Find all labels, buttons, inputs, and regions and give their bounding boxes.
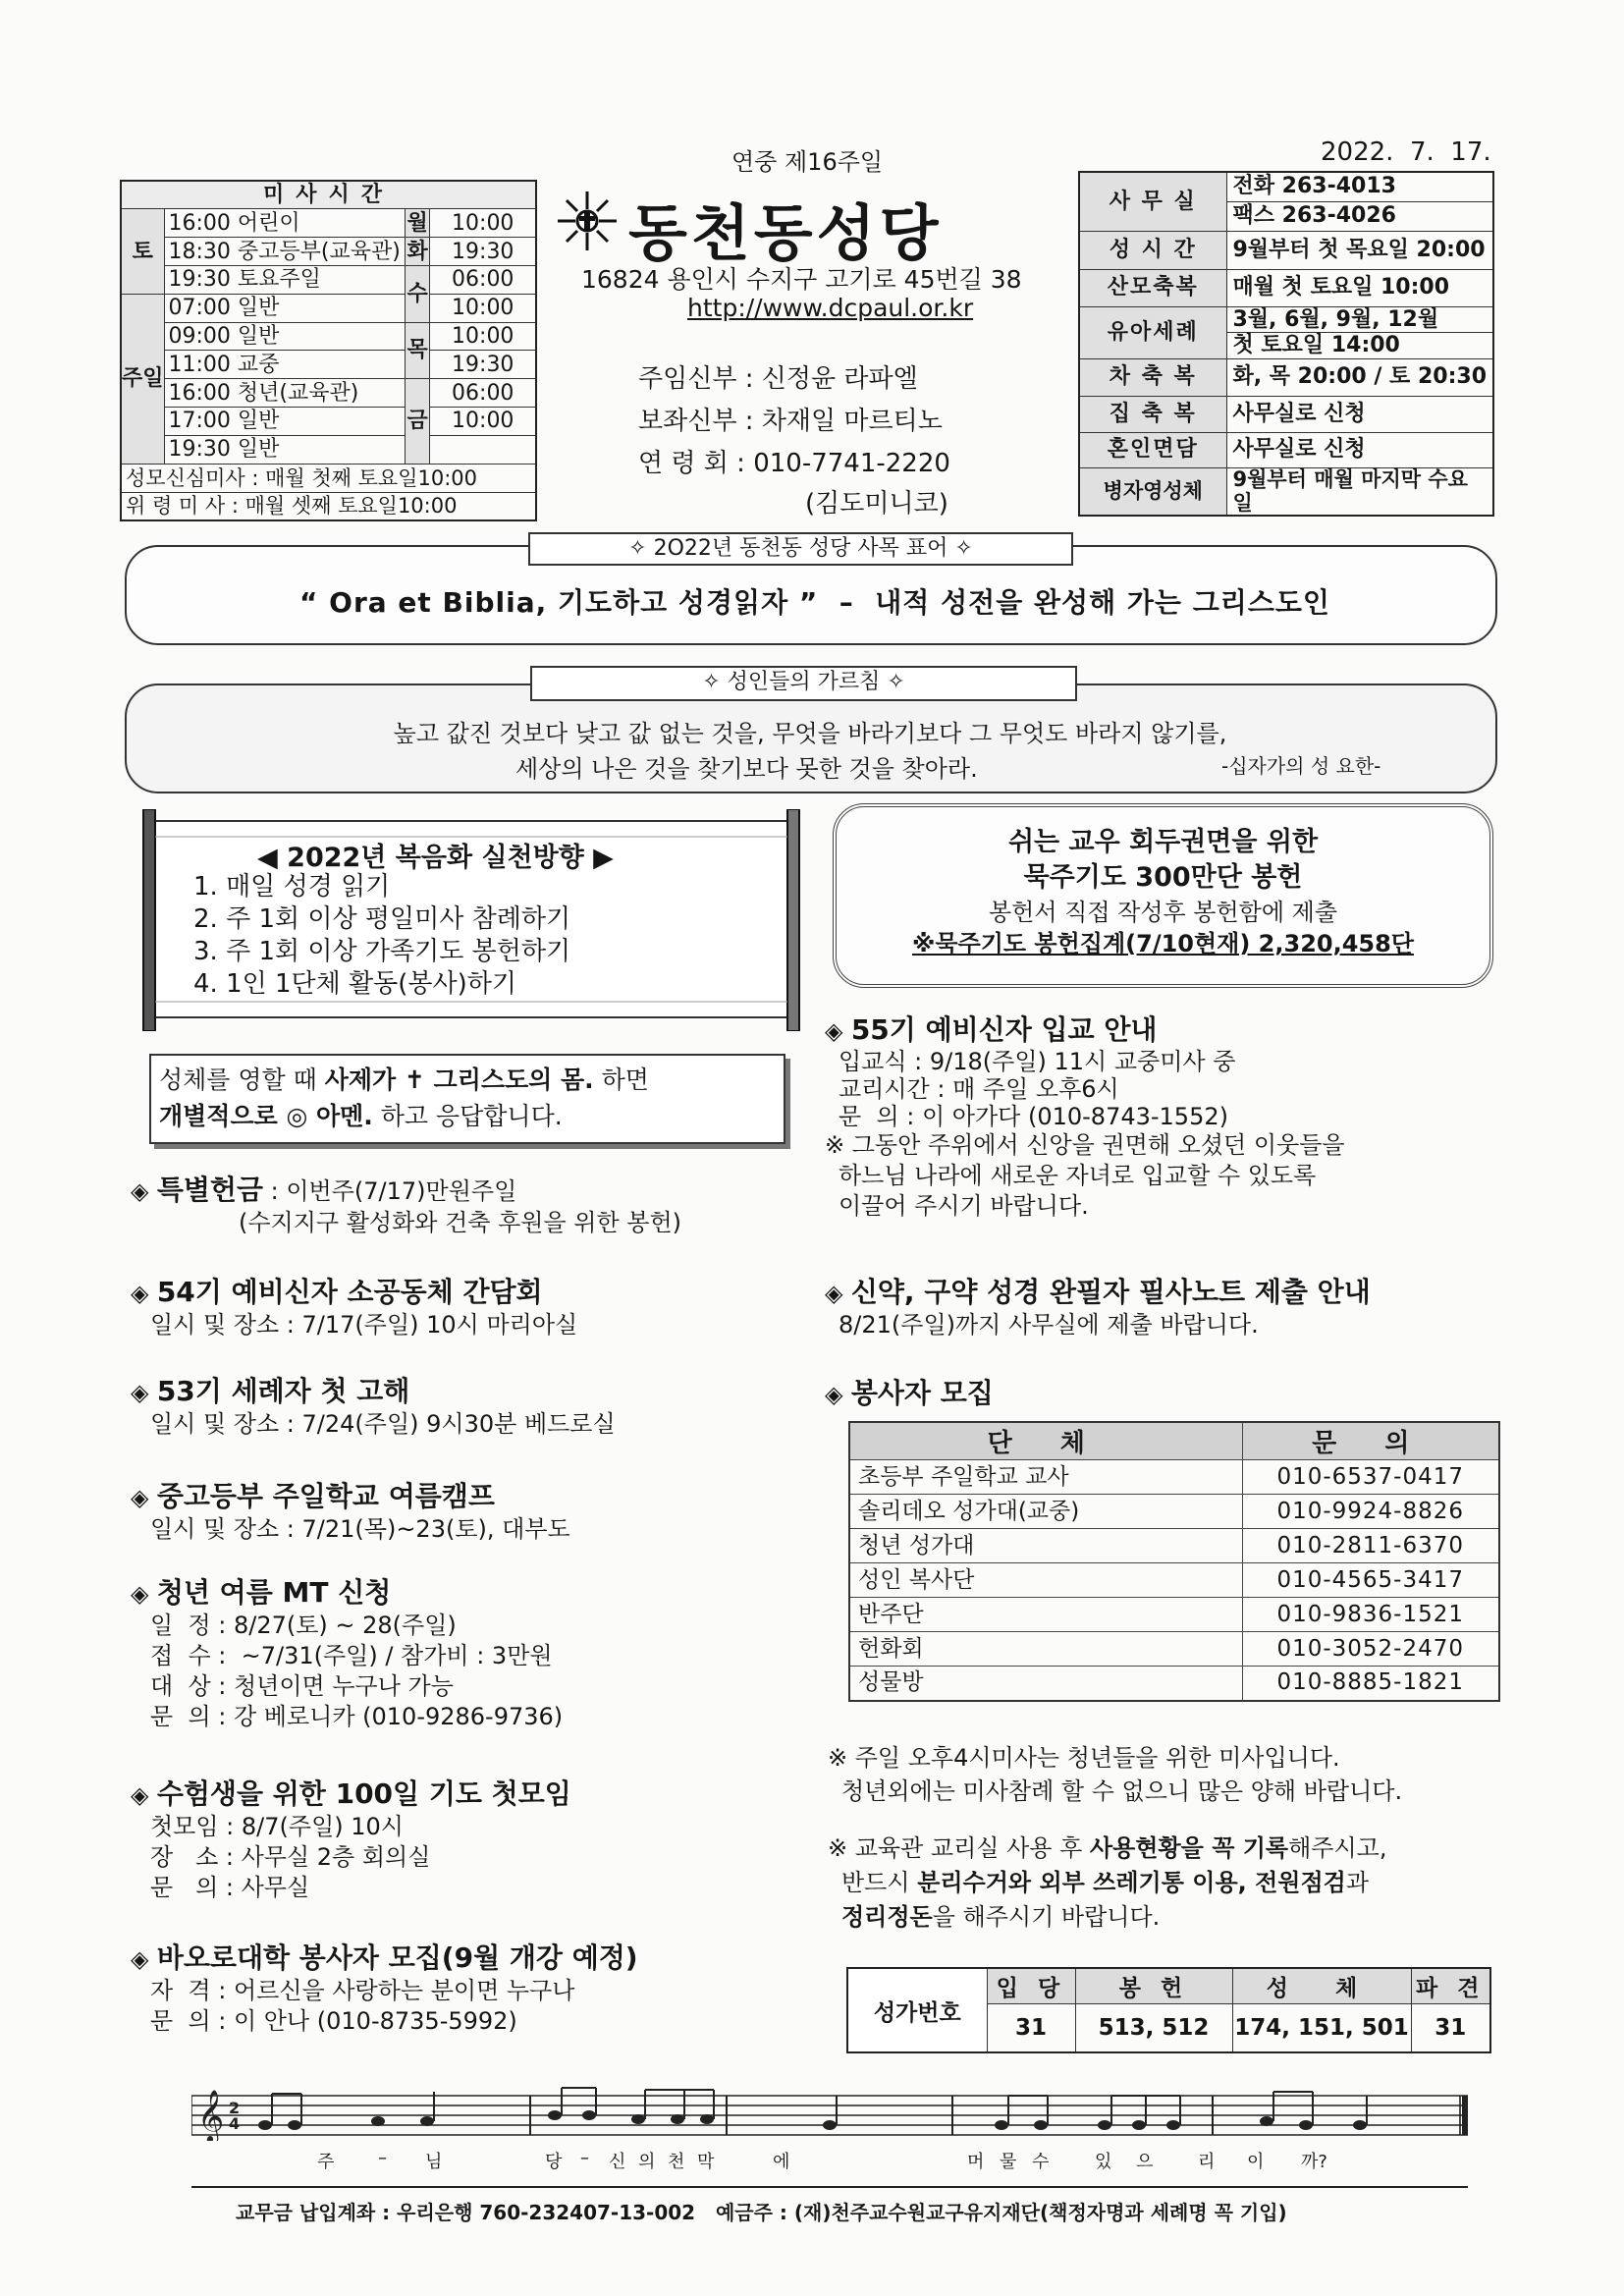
parish-name: 동천동성당 — [628, 197, 943, 269]
table-row — [849, 1563, 1499, 1598]
gospel-items — [193, 871, 570, 1001]
hymn-label: 성가번호 — [847, 1968, 987, 2052]
section-bible-transcription: ◈ 신약, 구약 성경 완필자 필사노트 제출 안내 8/21(주일)까지 사무실에 제출 바랍니다. — [825, 1276, 1371, 1339]
rosary-line-4: ※묵주기도 봉헌집계(7/10현재) 2,320,458단 — [912, 930, 1414, 957]
fri-time-blank — [430, 435, 536, 464]
sun-mass-4: 16:00 청년(교육관) — [164, 379, 405, 408]
day-thu: 목 — [405, 322, 430, 379]
rosary-line-1: 쉬는 교우 회두권면을 위한 — [1007, 827, 1319, 857]
table-row — [849, 1495, 1499, 1529]
mon-time: 10:00 — [430, 209, 536, 238]
thu-time-2: 19:30 — [430, 351, 536, 379]
sat-mass-3: 19:30 토요주일 — [164, 265, 405, 294]
day-mon: 월 — [405, 209, 430, 238]
sun-mass-6: 19:30 일반 — [164, 435, 405, 464]
clergy-pastor: 주임신부 : 신정윤 라파엘 — [638, 364, 918, 394]
week-label: 연중 제16주일 — [731, 148, 884, 176]
volunteer-phone: 010-4565-3417 — [1242, 1563, 1499, 1598]
rosary-line-2: 묵주기도 300만단 봉헌 — [1023, 862, 1303, 893]
hymn-head-communion: 성 체 — [1232, 1968, 1411, 2003]
office-phone: 전화 263-4013 — [1226, 172, 1493, 201]
sat-mass-1: 16:00 어린이 — [164, 209, 405, 238]
communion-text: 성체를 영할 때 사제가 ✝ 그리스도의 몸. 하면 개별적으로 ◎ 아멘. 하고 응답합니다. — [159, 1066, 649, 1130]
music-staff — [191, 2082, 1468, 2141]
office-baptism-1: 3월, 6월, 9월, 12월 — [1226, 307, 1493, 333]
sun-mass-1: 07:00 일반 — [164, 294, 405, 322]
office-key-sick: 병자영성체 — [1079, 468, 1226, 516]
section-exam-prayer: ◈ 수험생을 위한 100일 기도 첫모임 첫모임 : 8/7(주일) 10시 장 소 : 사무실 2층 회의실 문 의 : 사무실 — [131, 1777, 571, 1901]
volunteer-group: 초등부 주일학교 교사 — [849, 1460, 1242, 1495]
saints-line-2: 세상의 나은 것을 찾기보다 못한 것을 찾아라. — [515, 755, 978, 783]
hymn-number-table — [846, 1967, 1491, 2053]
day-sun: 주일 — [121, 294, 164, 464]
hymn-entrance: 31 — [987, 2003, 1075, 2052]
clergy-funeral: 연 령 회 : 010-7741-2220 — [638, 449, 950, 478]
office-sick-communion: 9월부터 매월 마지막 수요일 — [1226, 468, 1493, 516]
day-wed: 수 — [405, 265, 430, 322]
gospel-item: 2. 주 1회 이상 평일미사 참례하기 — [193, 904, 571, 934]
music-lyrics: 주 – 님 당 – 신 의 천 막 에 머 물 수 있 으 리 이 까? — [317, 2148, 1327, 2172]
parish-address: 16824 용인시 수지구 고기로 45번길 38 — [581, 265, 1022, 294]
volunteer-phone: 010-2811-6370 — [1242, 1529, 1499, 1563]
volunteer-phone: 010-8885-1821 — [1242, 1667, 1499, 1701]
saints-author: -십자가의 성 요한- — [1221, 754, 1381, 778]
rosary-line-3: 봉헌서 직접 작성후 봉헌함에 제출 — [988, 899, 1338, 926]
office-key-car: 차 축 복 — [1079, 358, 1226, 396]
parish-website-link[interactable]: http://www.dcpaul.or.kr — [687, 294, 974, 322]
sun-mass-2: 09:00 일반 — [164, 322, 405, 351]
hymn-head-entrance: 입 당 — [987, 1968, 1075, 2003]
hymn-communion: 174, 151, 501 — [1232, 2003, 1411, 2052]
table-row — [849, 1598, 1499, 1632]
day-fri: 금 — [405, 379, 430, 464]
hymn-head-dismissal: 파 견 — [1411, 1968, 1490, 2003]
office-key-mother: 산모축복 — [1079, 269, 1226, 306]
volunteer-phone: 010-6537-0417 — [1242, 1460, 1499, 1495]
sun-mass-5: 17:00 일반 — [164, 408, 405, 436]
thu-time-1: 10:00 — [430, 322, 536, 351]
section-catechumen-54: ◈ 54기 예비신자 소공동체 간담회 일시 및 장소 : 7/17(주일) 10시 마리아실 — [131, 1276, 578, 1339]
sat-mass-2: 18:30 중고등부(교육관) — [164, 238, 405, 266]
volunteer-table — [848, 1421, 1500, 1702]
office-key-baptism: 유아세례 — [1079, 307, 1226, 359]
section-confession-53: ◈ 53기 세례자 첫 고해 일시 및 장소 : 7/24(주일) 9시30분 베드로실 — [131, 1375, 616, 1438]
table-row — [849, 1667, 1499, 1701]
footer-account: 교무금 납입계좌 : 우리은행 760-232407-13-002 예금주 : (재)천주교수원교구유지재단(책정자명과 세례명 꼭 기입) — [236, 2201, 1287, 2224]
office-mother-blessing: 매월 첫 토요일 10:00 — [1226, 269, 1493, 306]
saints-tag: ✧ 성인들의 가르침 ✧ — [530, 666, 1077, 701]
volunteer-group: 솔리데오 성가대(교중) — [849, 1495, 1242, 1529]
office-key-house: 집 축 복 — [1079, 397, 1226, 432]
section-paul-university: ◈ 바오로대학 봉사자 모집(9월 개강 예정) 자 격 : 어르신을 사랑하는 분이면 누구나 문 의 : 이 안나 (010-8735-5992) — [131, 1941, 638, 2035]
motto-text: “ Ora et Biblia, 기도하고 성경읽자 ” – 내적 성전을 완성해 가는 그리스도인 — [299, 586, 1330, 619]
office-house-blessing: 사무실로 신청 — [1226, 397, 1493, 432]
motto-tag: ✧ 2O22년 동천동 성당 사목 표어 ✧ — [528, 532, 1073, 566]
mass-note-2: 위 령 미 사 : 매월 셋째 토요일10:00 — [121, 492, 536, 520]
mass-note-1: 성모신심미사 : 매월 첫째 토요일10:00 — [121, 464, 536, 492]
notice-youth-mass: ※ 주일 오후4시미사는 청년들을 위한 미사입니다. 청년외에는 미사참례 할 수 없으니 많은 양해 바랍니다. — [828, 1744, 1403, 1805]
gospel-title: ◀ 2022년 복음화 실천방향 ▶ — [257, 843, 614, 873]
office-car-blessing: 화, 목 20:00 / 토 20:30 — [1226, 358, 1493, 396]
office-key-adoration: 성 시 간 — [1079, 232, 1226, 269]
table-row — [849, 1460, 1499, 1495]
svg-text:2: 2 — [229, 2099, 241, 2117]
gospel-item: 3. 주 1회 이상 가족기도 봉헌하기 — [193, 937, 571, 966]
gospel-item: 1. 매일 성경 읽기 — [193, 872, 391, 902]
tue-time: 19:30 — [430, 238, 536, 266]
volunteer-phone: 010-9836-1521 — [1242, 1598, 1499, 1632]
mass-schedule-table — [120, 180, 537, 521]
section-youth-mt: ◈ 청년 여름 MT 신청 일 정 : 8/27(토) ~ 28(주일) 접 수 : ~7/31(주일) / 참가비 : 3만원 대 상 : 청년이면 누구나 가능 문 의 : 강 베로니카 (010-9286-9736) — [131, 1576, 564, 1730]
office-adoration: 9월부터 첫 목요일 20:00 — [1226, 232, 1493, 269]
table-row — [849, 1632, 1499, 1667]
mass-title: 미사시간 — [121, 181, 536, 209]
office-key-marriage: 혼인면담 — [1079, 432, 1226, 467]
volunteer-group: 성물방 — [849, 1667, 1242, 1701]
hymn-head-offertory: 봉 헌 — [1075, 1968, 1232, 2003]
rosary-text — [833, 825, 1493, 958]
volunteer-group: 청년 성가대 — [849, 1529, 1242, 1563]
office-fax: 팩스 263-4026 — [1226, 201, 1493, 231]
section-special-offering: ◈ 특별헌금 : 이번주(7/17)만원주일 (수지지구 활성화와 건축 후원을 위한 봉헌) — [131, 1174, 681, 1236]
clergy-assistant: 보좌신부 : 차재일 마르티노 — [638, 407, 943, 436]
fri-time-1: 06:00 — [430, 379, 536, 408]
office-marriage: 사무실로 신청 — [1226, 432, 1493, 467]
wed-time-2: 10:00 — [430, 294, 536, 322]
section-volunteer: ◈ 봉사자 모집 — [825, 1377, 994, 1409]
volunteer-group: 성인 복사단 — [849, 1563, 1242, 1598]
hymn-dismissal: 31 — [1411, 2003, 1490, 2052]
volunteer-phone: 010-3052-2470 — [1242, 1632, 1499, 1667]
volunteer-head-group: 단 체 — [849, 1422, 1242, 1460]
office-baptism-2: 첫 토요일 14:00 — [1226, 333, 1493, 358]
notice-education-room: ※ 교육관 교리실 사용 후 사용현황을 꼭 기록해주시고, 반드시 분리수거와 외부 쓰레기통 이용, 전원점검과 정리정돈을 해주시기 바랍니다. — [828, 1834, 1387, 1931]
day-tue: 화 — [405, 238, 430, 266]
wed-time-1: 06:00 — [430, 265, 536, 294]
volunteer-group: 헌화회 — [849, 1632, 1242, 1667]
footer-divider — [191, 2186, 1468, 2188]
saints-line-1: 높고 값진 것보다 낮고 값 없는 것을, 무엇을 바라기보다 그 무엇도 바라지 않기를, — [393, 720, 1227, 747]
section-catechumen-55: ◈ 55기 예비신자 입교 안내 입교식 : 9/18(주일) 11시 교중미사 중 교리시간 : 매 주일 오후6시 문 의 : 이 아가다 (010-8743-1552) ※ 그동안 주위에서 신앙을 권면해 오셨던 이웃들을 하느님 나라에 새로운 자녀로 입교할 수 있도록 이끌어 주시기 바랍니다. — [825, 1013, 1345, 1220]
clergy-list — [638, 358, 950, 485]
fri-time-2: 10:00 — [430, 408, 536, 436]
office-info-table — [1078, 171, 1494, 517]
gospel-item: 4. 1인 1단체 활동(봉사)하기 — [193, 969, 517, 999]
day-sat: 토 — [121, 209, 164, 294]
volunteer-head-contact: 문 의 — [1242, 1422, 1499, 1460]
svg-text:𝄞: 𝄞 — [197, 2089, 225, 2141]
hymn-offertory: 513, 512 — [1075, 2003, 1232, 2052]
issue-date: 2022. 7. 17. — [1321, 137, 1491, 167]
volunteer-phone: 010-9924-8826 — [1242, 1495, 1499, 1529]
parish-logo-icon — [556, 190, 619, 252]
clergy-note: (김도미니코) — [805, 489, 948, 519]
svg-text:4: 4 — [229, 2114, 241, 2133]
volunteer-group: 반주단 — [849, 1598, 1242, 1632]
sun-mass-3: 11:00 교중 — [164, 351, 405, 379]
office-key-office: 사 무 실 — [1079, 172, 1226, 232]
table-row — [849, 1529, 1499, 1563]
section-summer-camp: ◈ 중고등부 주일학교 여름캠프 일시 및 장소 : 7/21(목)~23(토), 대부도 — [131, 1480, 570, 1543]
